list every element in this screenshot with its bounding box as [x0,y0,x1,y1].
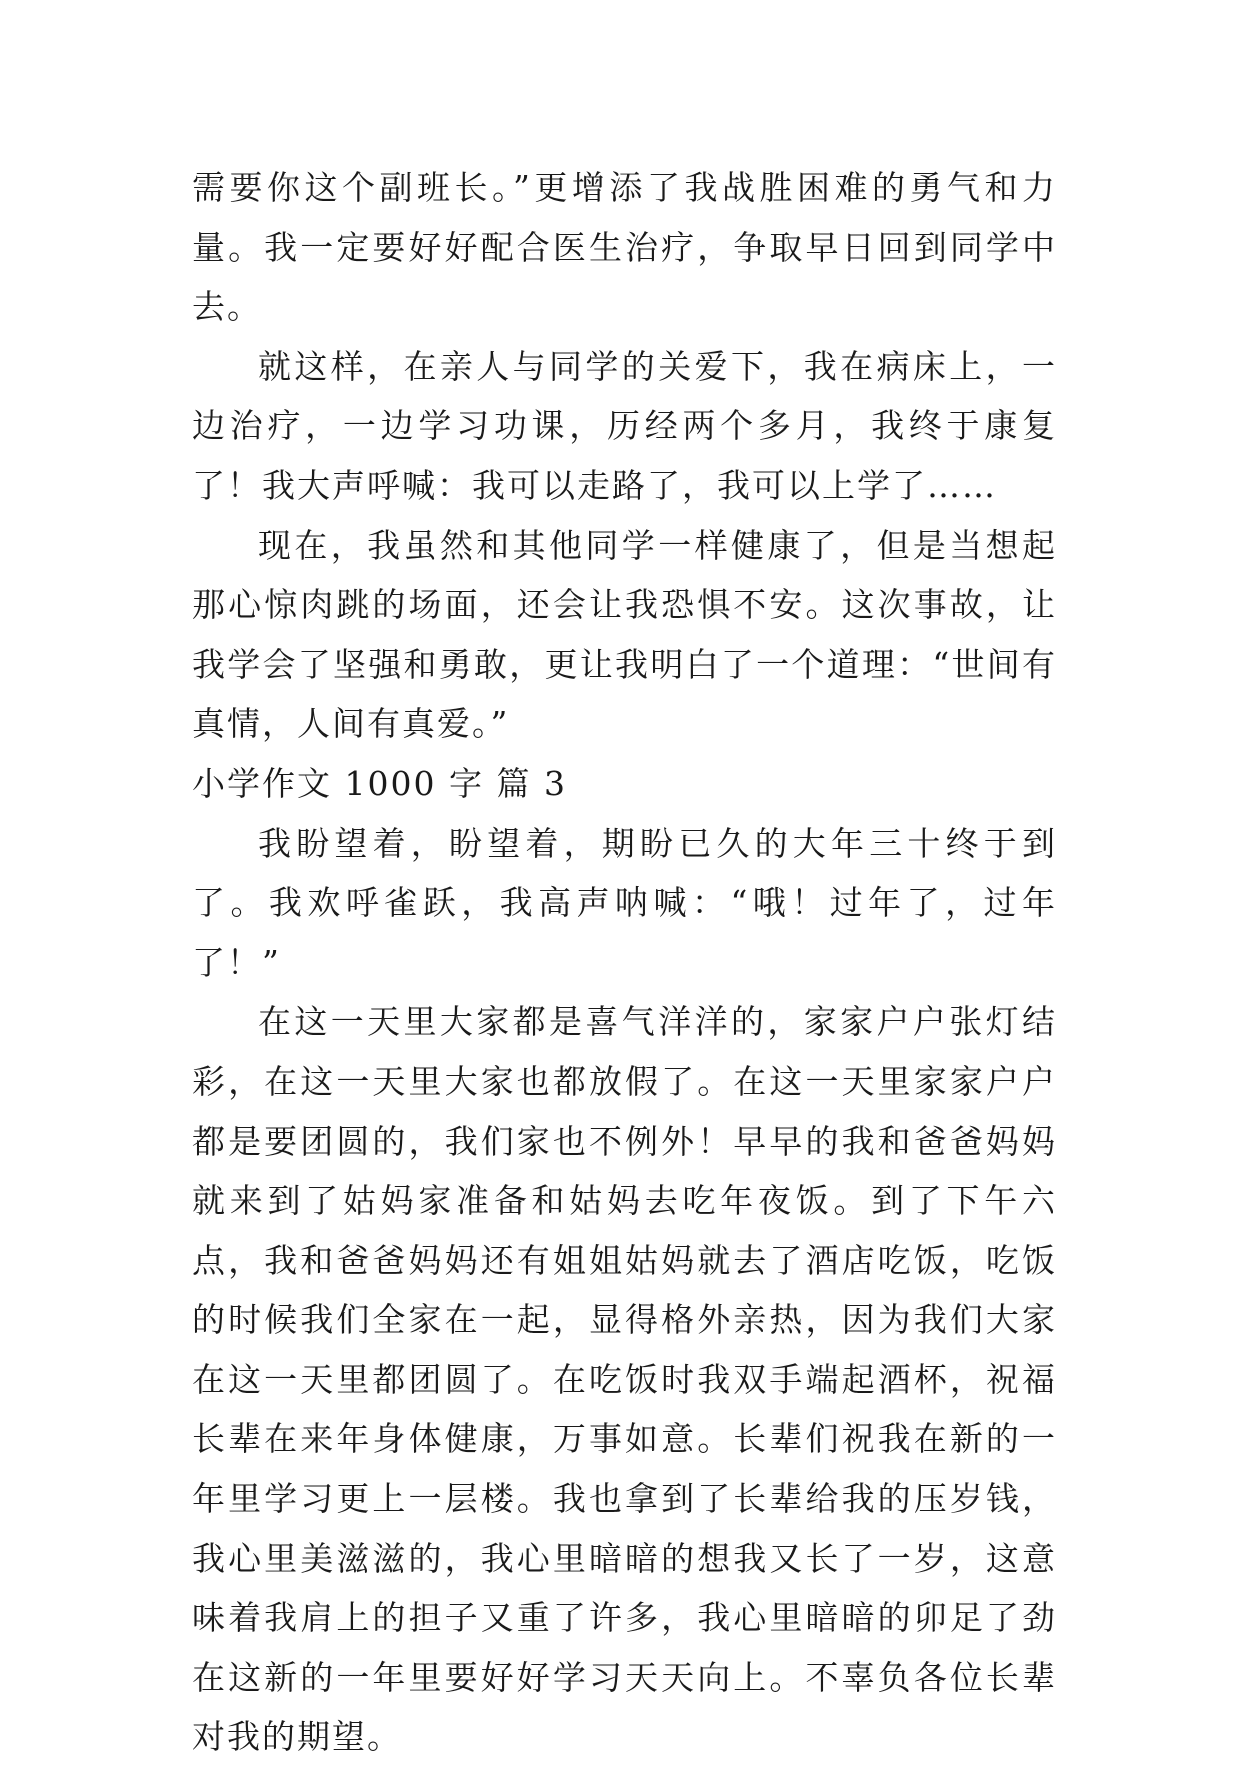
paragraph-5: 在这一天里大家都是喜气洋洋的，家家户户张灯结彩，在这一天里大家也都放假了。在这一天里家家户户都是要团圆的，我们家也不例外！早早的我和爸爸妈妈就来到了姑妈家准备和姑妈去吃年夜饭。到了下午六点，我和爸爸妈妈还有姐姐姑妈就去了酒店吃饭，吃饭的时候我们全家在一起，显得格外亲热，因为我们大家在这一天里都团圆了。在吃饭时我双手端起酒杯，祝福长辈在来年身体健康，万事如意。长辈们祝我在新的一年里学习更上一层楼。我也拿到了长辈给我的压岁钱，我心里美滋滋的，我心里暗暗的想我又长了一岁，这意味着我肩上的担子又重了许多，我心里暗暗的卯足了劲在这新的一年里要好好学习天天向上。不辜负各位长辈对我的期望。 [192,1002,1057,1757]
paragraph-4: 我盼望着，盼望着，期盼已久的大年三十终于到了。我欢呼雀跃，我高声呐喊：“哦！过年了，过年了！” [192,823,1057,982]
paragraph-2: 就这样，在亲人与同学的关爱下，我在病床上，一边治疗，一边学习功课，历经两个多月，我终于康复了！我大声呼喊：我可以走路了，我可以上学了…… [192,346,1057,505]
paragraph-3: 现在，我虽然和其他同学一样健康了，但是当想起那心惊肉跳的场面，还会让我恐惧不安。这次事故，让我学会了坚强和勇敢，更让我明白了一个道理：“世间有真情，人间有真爱。” [192,525,1057,744]
section-heading: 小学作文 1000 字 篇 3 [192,763,567,803]
article-body [192,158,1057,1767]
paragraph-1: 需要你这个副班长。”更增添了我战胜困难的勇气和力量。我一定要好好配合医生治疗，争取早日回到同学中去。 [192,168,1057,327]
